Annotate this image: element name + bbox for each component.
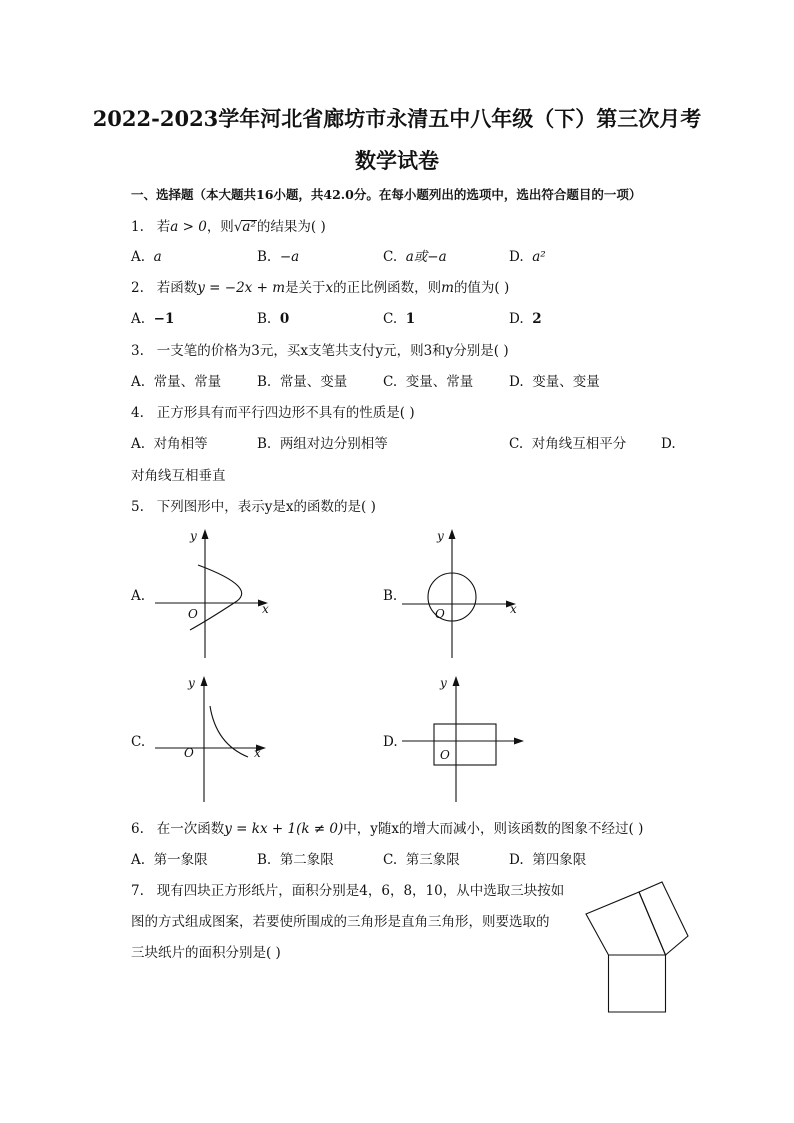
question-4 [131,407,415,421]
stem-text: 的正比例函数，则 [333,280,442,296]
graph-b [400,525,530,665]
question-number: 1. [131,219,144,235]
option-a [131,313,174,327]
option-letter: D. [509,374,524,390]
option-c [383,376,473,390]
left-square [586,892,666,955]
option-text: 第三象限 [405,852,460,868]
option-text: 第一象限 [153,852,208,868]
option-letter: D. [509,311,524,327]
option-c [383,313,415,327]
option-text: 对角线互相平分 [531,436,627,452]
y-axis-label: y [437,529,444,543]
y-axis-label: y [440,676,447,690]
page-title: 2022-2023学年河北省廊坊市永清五中八年级（下）第三次月考 [92,106,702,131]
option-d-letter: D. [661,436,676,452]
option-text: 对角相等 [153,436,208,452]
stem-math: y = kx + 1(k ≠ 0) [224,821,344,837]
graph-label-b: B. [383,588,398,604]
graph-label-d: D. [383,734,398,750]
stem-text: 若函数 [156,280,198,296]
question-7-line-3: 三块纸片的面积分别是( ) [131,945,281,961]
option-letter: C. [383,374,398,390]
option-letter: C. [383,852,398,868]
origin-label: O [440,748,450,762]
origin-label: O [435,607,445,621]
question-number: 4. [131,405,144,421]
option-a [131,376,221,390]
hyperbola-curve [210,706,248,757]
y-axis-arrow [201,676,208,686]
option-letter: A. [131,311,146,327]
section-heading: 一、选择题（本大题共16小题，共42.0分。在每小题列出的选项中，选出符合题目的一项） [131,187,642,202]
x-axis-arrow [514,738,524,745]
question-number: 7. [131,883,144,899]
question-1 [131,220,326,235]
stem-text: 是关于 [285,280,326,296]
stem-text: 若 [156,219,171,235]
option-letter: A. [131,852,146,868]
question-number: 2. [131,280,144,296]
option-text: a或−a [405,249,447,265]
stem-text: ，则 [206,219,234,235]
question-6 [131,823,643,837]
graph-c [150,672,280,812]
stem-math: x [325,280,334,296]
question-7 [131,885,564,899]
stem-text: 一支笔的价格为3元，买x支笔共支付y元，则3和y分别是( ) [156,343,509,359]
option-text: 常量、变量 [279,374,348,390]
question-number: 3. [131,343,144,359]
option-letter: B. [257,311,272,327]
y-axis-label: y [188,676,195,690]
stem-text: 正方形具有而平行四边形不具有的性质是( ) [156,405,415,421]
option-text: 第二象限 [279,852,334,868]
option-a [131,251,162,265]
y-axis-arrow [449,529,456,539]
option-letter: B. [257,374,272,390]
stem-text: 在一次函数 [156,821,225,837]
page-subtitle: 数学试卷 [355,148,439,173]
option-letter: B. [257,852,272,868]
option-text: 2 [532,311,542,327]
option-text: −1 [153,311,175,327]
stem-text: 的结果为( ) [256,219,326,235]
option-letter: A. [131,436,146,452]
option-letter: C. [383,249,398,265]
option-b [257,854,334,868]
x-axis-label: x [254,746,261,760]
y-axis-label: y [190,529,197,543]
question-5 [131,501,376,515]
option-text: 0 [279,311,290,327]
option-c [509,438,626,452]
stem-text: 中，y随x的增大而减小，则该函数的图象不经过( ) [343,821,644,837]
question-7-line-2: 图的方式组成图案，若要使所围成的三角形是直角三角形，则要选取的 [131,914,550,930]
right-square [639,882,688,955]
option-c [383,251,447,265]
option-letter: A. [131,374,146,390]
option-a [131,438,208,452]
sqrt-radicand: a² [242,219,256,235]
option-letter: C. [509,436,524,452]
option-b [257,251,299,265]
option-letter: D. [509,852,524,868]
option-text: 变量、变量 [532,374,600,390]
x-axis-label: x [262,602,269,616]
option-d [509,251,546,265]
option-text: 第四象限 [532,852,587,868]
stem-text: 现有四块正方形纸片，面积分别是4，6，8，10，从中选取三块按如 [156,883,565,899]
question-number: 6. [131,821,144,837]
squares-figure [580,880,695,1020]
stem-math: a > 0 [170,219,207,235]
option-text: 常量、常量 [153,374,222,390]
option-d-text: 对角线互相垂直 [131,468,226,484]
graph-a [150,525,280,665]
option-text: a [153,249,162,265]
option-text: 1 [405,311,416,327]
option-d [509,313,542,327]
stem-text: 的值为( ) [453,280,510,296]
option-text: 两组对边分别相等 [279,436,388,452]
graph-d [400,672,530,812]
y-axis-arrow [453,676,460,686]
option-d [509,376,600,390]
question-3 [131,345,509,359]
x-axis-label: x [510,602,517,616]
option-a [131,854,208,868]
stem-math: m [441,280,454,296]
option-text: 变量、常量 [405,374,474,390]
question-2 [131,282,509,296]
origin-label: O [188,607,198,621]
option-text: −a [279,249,300,265]
origin-label: O [184,746,194,760]
option-letter: C. [383,311,398,327]
option-letter: A. [131,249,146,265]
question-number: 5. [131,499,144,515]
option-b [257,313,289,327]
option-text: a² [532,249,546,265]
option-letter: B. [257,436,272,452]
option-c [383,854,460,868]
option-b [257,438,388,452]
option-d [509,854,586,868]
option-b [257,376,347,390]
option-letter: B. [257,249,272,265]
option-letter: D. [509,249,524,265]
bottom-square [609,955,666,1012]
stem-text: 下列图形中，表示y是x的函数的是( ) [156,499,376,515]
graph-label-a: A. [131,588,146,604]
sqrt-sign: √ [233,219,243,235]
stem-math: y = −2x + m [197,280,285,296]
y-axis-arrow [202,529,209,539]
graph-label-c: C. [131,734,146,750]
